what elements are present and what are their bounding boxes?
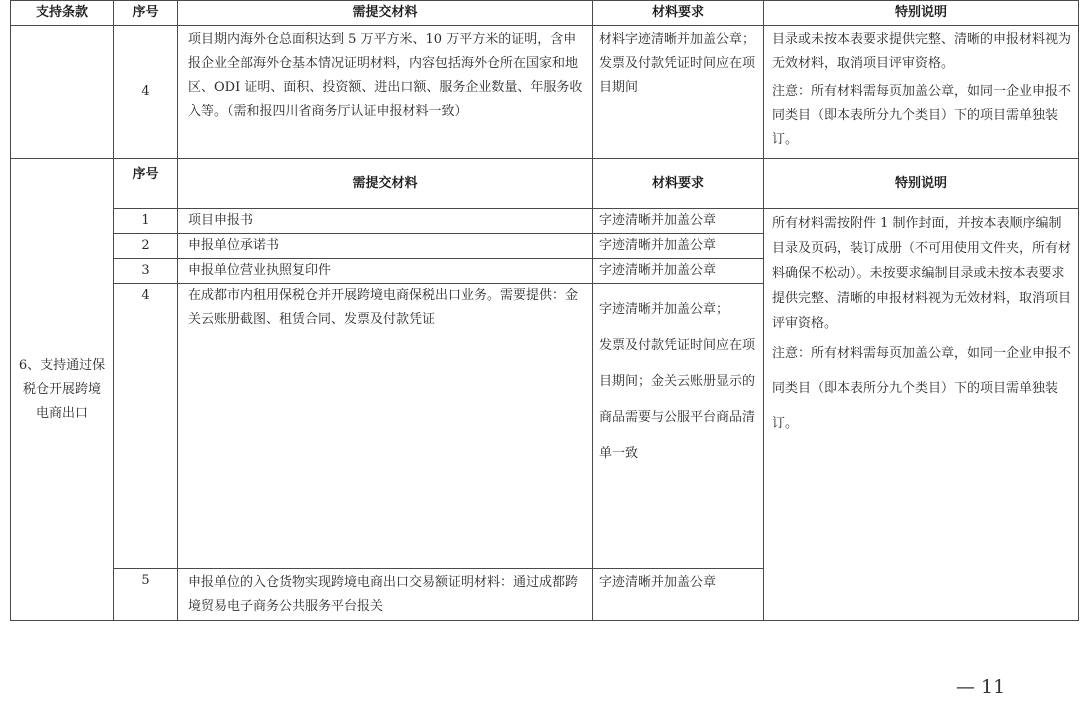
section6-header-seq: 序号 <box>114 159 178 209</box>
header-materials: 需提交材料 <box>178 1 593 26</box>
requirement-cell: 字迹清晰并加盖公章 <box>593 234 764 259</box>
requirement-text: 发票及付款凭证时间应在项目期间 <box>599 56 756 95</box>
section6-header-materials: 需提交材料 <box>178 159 593 209</box>
requirement-text: 字迹清晰并加盖公章； <box>599 302 730 317</box>
material-cell: 申报单位承诺书 <box>178 234 593 259</box>
material-cell: 项目申报书 <box>178 209 593 234</box>
seq-cell: 1 <box>114 209 178 234</box>
requirement-cell: 字迹清晰并加盖公章 <box>593 569 764 621</box>
note-cell <box>764 209 1079 621</box>
header-seq: 序号 <box>114 1 178 26</box>
seq-cell: 3 <box>114 259 178 284</box>
page-number: — 11 <box>956 676 1006 698</box>
table-row <box>11 26 1079 159</box>
header-clause: 支持条款 <box>11 1 114 26</box>
section6-header-requirements: 材料要求 <box>593 159 764 209</box>
table-header-row <box>11 1 1079 26</box>
requirement-cell <box>593 26 764 159</box>
note-cell <box>764 26 1079 159</box>
material-cell: 项目期内海外仓总面积达到 5 万平方米、10 万平方米的证明，含申报企业全部海外仓基本情况证明材料，内容包括海外仓所在国家和地区、ODI 证明、面积、投资额、进出口额、服务企业数量、年服务收入等。（需和报四川省商务厅认证申报材料一致） <box>178 26 593 159</box>
note-text: 注意：所有材料需每页加盖公章，如同一企业申报不同类目（即本表所分九个类目）下的项目需单独装订。 <box>772 346 1072 431</box>
seq-cell: 2 <box>114 234 178 259</box>
materials-table <box>10 0 1079 621</box>
seq-cell: 4 <box>114 26 178 159</box>
note-text: 所有材料需按附件 1 制作封面，并按本表顺序编制目录及页码，装订成册（不可用使用文件夹，所有材料确保不松动）。未按要求编制目录或未按本表要求提供完整、清晰的申报材料视为无效材料，取消项目评审资格。 <box>772 216 1072 331</box>
header-requirements: 材料要求 <box>593 1 764 26</box>
requirement-text: 材料字迹清晰并加盖公章； <box>599 32 756 47</box>
requirement-cell <box>593 284 764 569</box>
material-cell: 申报单位营业执照复印件 <box>178 259 593 284</box>
seq-cell: 4 <box>114 284 178 569</box>
table-row <box>11 209 1079 234</box>
header-notes: 特别说明 <box>764 1 1079 26</box>
clause-cell-empty <box>11 26 114 159</box>
note-text: 注意：所有材料需每页加盖公章，如同一企业申报不同类目（即本表所分九个类目）下的项目需单独装订。 <box>772 84 1072 147</box>
requirement-cell: 字迹清晰并加盖公章 <box>593 209 764 234</box>
requirement-text: 发票及付款凭证时间应在项目期间；金关云账册显示的商品需要与公服平台商品清单一致 <box>599 338 756 461</box>
section6-header-row <box>11 159 1079 209</box>
requirement-cell: 字迹清晰并加盖公章 <box>593 259 764 284</box>
material-cell: 在成都市内租用保税仓并开展跨境电商保税出口业务。需要提供：金关云账册截图、租赁合同、发票及付款凭证 <box>178 284 593 569</box>
note-text: 目录或未按本表要求提供完整、清晰的申报材料视为无效材料，取消项目评审资格。 <box>772 32 1072 71</box>
clause-cell: 6、支持通过保税仓开展跨境电商出口 <box>11 159 114 621</box>
seq-cell: 5 <box>114 569 178 621</box>
section6-header-notes: 特别说明 <box>764 159 1079 209</box>
material-cell: 申报单位的入仓货物实现跨境电商出口交易额证明材料：通过成都跨境贸易电子商务公共服务平台报关 <box>178 569 593 621</box>
